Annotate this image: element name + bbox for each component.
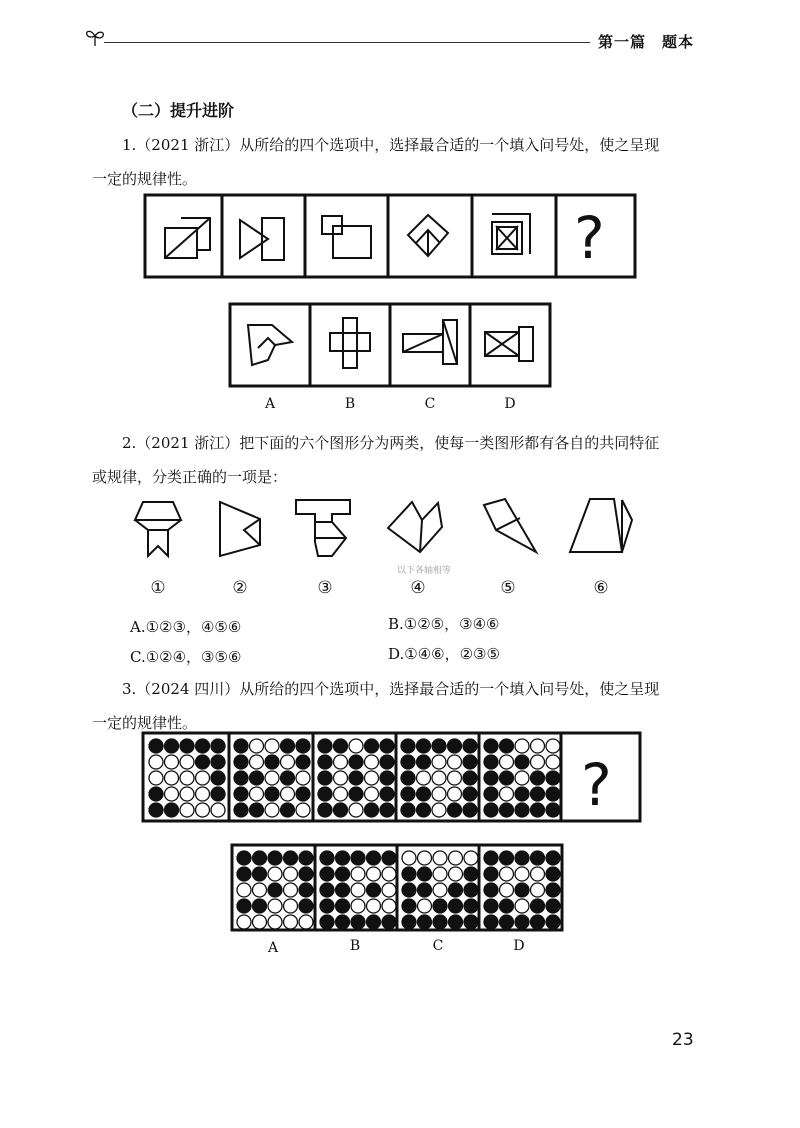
- q3-dot: [515, 739, 529, 753]
- q3-dot: [284, 883, 298, 897]
- q3-dot: [463, 787, 477, 801]
- q3-dot: [401, 739, 415, 753]
- q3-dot: [432, 739, 446, 753]
- q3-option-d-label: D: [513, 938, 525, 954]
- q3-dot: [365, 771, 379, 785]
- q3-dot: [531, 883, 545, 897]
- q3-dot: [234, 739, 248, 753]
- q3-dot: [320, 851, 334, 865]
- q3-dot: [546, 899, 560, 913]
- q3-dot: [515, 899, 529, 913]
- q3-dot: [253, 883, 267, 897]
- q3-dot: [418, 867, 432, 881]
- q3-dot: [237, 867, 251, 881]
- q3-dot: [180, 787, 194, 801]
- q3-dot: [449, 883, 463, 897]
- q3-dot: [433, 867, 447, 881]
- q3-dot: [299, 867, 313, 881]
- q3-dot: [365, 787, 379, 801]
- q3-dot: [531, 771, 545, 785]
- q3-dot: [432, 803, 446, 817]
- q3-dot: [500, 787, 514, 801]
- q3-dot: [401, 771, 415, 785]
- q3-dot: [500, 803, 514, 817]
- q3-dot: [546, 915, 560, 929]
- q3-dot: [402, 867, 416, 881]
- q3-dot: [367, 867, 381, 881]
- q3-option-a-label: A: [267, 940, 279, 956]
- q3-dot: [253, 899, 267, 913]
- q3-dot: [351, 851, 365, 865]
- q3-dot: [296, 755, 310, 769]
- q3-dot: [463, 739, 477, 753]
- q3-dot: [484, 755, 498, 769]
- q3-dot: [401, 803, 415, 817]
- page-number: 23: [672, 1030, 694, 1050]
- q3-dot: [531, 755, 545, 769]
- q3-dot: [265, 771, 279, 785]
- q3-dot: [365, 755, 379, 769]
- q3-dot: [351, 899, 365, 913]
- q3-dot: [500, 867, 514, 881]
- q3-dot: [417, 739, 431, 753]
- q3-dot: [265, 739, 279, 753]
- q3-dot: [500, 771, 514, 785]
- q3-dot: [334, 739, 348, 753]
- q3-dot: [448, 771, 462, 785]
- q3-dot: [211, 771, 225, 785]
- q3-dot: [268, 867, 282, 881]
- q3-dot: [349, 755, 363, 769]
- q3-dot: [265, 755, 279, 769]
- q3-dot: [318, 755, 332, 769]
- q3-dot: [234, 787, 248, 801]
- q3-dot: [299, 915, 313, 929]
- q3-dot: [253, 867, 267, 881]
- q3-dot: [546, 787, 560, 801]
- q3-dot: [365, 803, 379, 817]
- q3-dot: [367, 851, 381, 865]
- q3-dot: [402, 851, 416, 865]
- q3-dot: [484, 883, 498, 897]
- q3-dot: [349, 803, 363, 817]
- q3-dot: [546, 803, 560, 817]
- q2-label-5: ⑤: [500, 578, 516, 598]
- q3-option-c-label: C: [432, 938, 444, 954]
- q3-dot: [380, 739, 394, 753]
- q3-dot: [515, 867, 529, 881]
- q3-dot: [284, 915, 298, 929]
- q2-choice-b: B.①②⑤，③④⑥: [388, 615, 500, 633]
- q3-dot: [149, 755, 163, 769]
- question-3-line-1: 3.（2024 四川）从所给的四个选项中，选择最合适的一个填入问号处，使之呈现: [122, 680, 660, 698]
- q3-dot: [250, 803, 264, 817]
- q3-dot: [449, 851, 463, 865]
- q3-dot: [418, 883, 432, 897]
- q3-dot: [196, 755, 210, 769]
- q3-dot: [418, 851, 432, 865]
- q3-dot: [265, 787, 279, 801]
- q3-dot: [284, 867, 298, 881]
- q3-dot: [484, 771, 498, 785]
- q3-dot: [296, 787, 310, 801]
- q3-dot: [320, 899, 334, 913]
- q3-dot: [250, 787, 264, 801]
- q3-dot: [318, 739, 332, 753]
- q3-dot: [180, 755, 194, 769]
- q3-dot: [365, 739, 379, 753]
- q3-dot: [281, 739, 295, 753]
- q3-dot: [500, 851, 514, 865]
- q3-dot: [336, 883, 350, 897]
- q3-dot: [351, 915, 365, 929]
- q1-option-c-label: C: [424, 396, 436, 412]
- q3-dot: [546, 739, 560, 753]
- q3-dot: [417, 755, 431, 769]
- q3-dot: [281, 755, 295, 769]
- q3-dot: [281, 771, 295, 785]
- q3-option-b-label: B: [349, 938, 361, 954]
- q3-dot: [484, 787, 498, 801]
- q3-dot: [237, 883, 251, 897]
- question-1-line-1: 1.（2021 浙江）从所给的四个选项中，选择最合适的一个填入问号处，使之呈现: [122, 136, 660, 154]
- q3-dot: [432, 755, 446, 769]
- q3-dot: [367, 915, 381, 929]
- q2-label-1: ①: [150, 578, 166, 598]
- q3-dot: [149, 739, 163, 753]
- q3-dot: [336, 915, 350, 929]
- q3-dot: [336, 899, 350, 913]
- q3-dot: [417, 771, 431, 785]
- q3-dot: [234, 803, 248, 817]
- q3-dot: [433, 899, 447, 913]
- q3-dot: [546, 771, 560, 785]
- q3-dot: [484, 851, 498, 865]
- q3-dot: [253, 851, 267, 865]
- header-title: 第一篇 题本: [598, 33, 695, 51]
- q3-dot: [380, 803, 394, 817]
- q3-dot: [500, 739, 514, 753]
- q3-dot: [515, 755, 529, 769]
- q3-dot: [351, 867, 365, 881]
- q3-dot: [531, 899, 545, 913]
- q3-dot: [417, 803, 431, 817]
- q3-dot: [211, 755, 225, 769]
- q3-dot: [237, 899, 251, 913]
- q3-dot: [237, 851, 251, 865]
- q3-dot: [180, 803, 194, 817]
- q3-dot: [464, 915, 478, 929]
- question-2-line-1: 2.（2021 浙江）把下面的六个图形分为两类，使每一类图形都有各自的共同特征: [122, 434, 660, 452]
- section-title: （二）提升进阶: [122, 101, 235, 120]
- q3-dot: [433, 851, 447, 865]
- q1-option-a-label: A: [264, 396, 276, 412]
- q3-dot: [464, 899, 478, 913]
- q3-dot: [367, 883, 381, 897]
- q3-dot: [211, 803, 225, 817]
- q3-dot: [433, 883, 447, 897]
- q3-dot: [351, 883, 365, 897]
- q3-dot: [334, 771, 348, 785]
- q3-dot: [299, 883, 313, 897]
- q3-dot: [299, 851, 313, 865]
- q3-dot: [500, 755, 514, 769]
- handwritten-note: 以下各轴相等: [397, 566, 452, 576]
- q3-dot: [463, 803, 477, 817]
- q3-dot: [296, 739, 310, 753]
- q3-dot: [515, 883, 529, 897]
- q3-dot: [211, 739, 225, 753]
- q3-dot: [382, 899, 396, 913]
- q3-dot: [448, 787, 462, 801]
- q3-dot: [196, 787, 210, 801]
- q3-dot: [546, 867, 560, 881]
- q3-dot: [265, 803, 279, 817]
- q3-question-mark: ?: [581, 751, 612, 819]
- q3-dot: [380, 755, 394, 769]
- q3-dot: [531, 739, 545, 753]
- q3-dot: [500, 883, 514, 897]
- q3-dot: [250, 739, 264, 753]
- q3-dot: [402, 883, 416, 897]
- q3-dot: [281, 803, 295, 817]
- q3-dot: [448, 803, 462, 817]
- q3-dot: [334, 803, 348, 817]
- q3-dot: [165, 787, 179, 801]
- q3-dot: [463, 771, 477, 785]
- q3-dot: [334, 787, 348, 801]
- q1-option-d-label: D: [504, 396, 516, 412]
- q3-dot: [296, 803, 310, 817]
- q3-dot: [433, 915, 447, 929]
- q3-dot: [165, 803, 179, 817]
- q3-dot: [318, 803, 332, 817]
- q3-dot: [180, 739, 194, 753]
- q2-label-6: ⑥: [593, 578, 609, 598]
- q3-dot: [268, 915, 282, 929]
- q3-dot: [531, 803, 545, 817]
- q3-dot: [531, 787, 545, 801]
- q3-dot: [196, 803, 210, 817]
- q3-dot: [320, 867, 334, 881]
- q3-dot: [515, 915, 529, 929]
- q3-dot: [250, 771, 264, 785]
- q3-dot: [320, 915, 334, 929]
- q3-dot: [449, 899, 463, 913]
- q3-dot: [448, 755, 462, 769]
- q3-dot: [382, 867, 396, 881]
- q3-dot: [268, 851, 282, 865]
- q3-dot: [336, 867, 350, 881]
- q3-dot: [463, 755, 477, 769]
- question-1-line-2: 一定的规律性。: [92, 170, 198, 188]
- q3-dot: [531, 915, 545, 929]
- q3-dot: [515, 787, 529, 801]
- q3-dot: [165, 771, 179, 785]
- q3-dot: [180, 771, 194, 785]
- q3-dot: [382, 851, 396, 865]
- q3-dot: [484, 867, 498, 881]
- q3-dot: [402, 915, 416, 929]
- q3-dot: [448, 739, 462, 753]
- q3-dot: [296, 771, 310, 785]
- q3-dot: [196, 771, 210, 785]
- q3-dot: [268, 899, 282, 913]
- q3-dot: [281, 787, 295, 801]
- question-2-line-2: 或规律，分类正确的一项是：: [92, 468, 288, 486]
- q3-dot: [299, 899, 313, 913]
- q3-dot: [515, 803, 529, 817]
- q3-dot: [318, 771, 332, 785]
- q1-option-b-label: B: [344, 396, 356, 412]
- q3-dot: [484, 915, 498, 929]
- q3-dot: [432, 787, 446, 801]
- q3-dot: [401, 787, 415, 801]
- q3-dot: [380, 771, 394, 785]
- q3-dot: [500, 899, 514, 913]
- q2-choice-c: C.①②④，③⑤⑥: [130, 648, 242, 666]
- q3-dot: [382, 883, 396, 897]
- q3-dot: [196, 739, 210, 753]
- q2-label-2: ②: [232, 578, 248, 598]
- q3-dot: [418, 899, 432, 913]
- q3-dot: [449, 915, 463, 929]
- q3-dot: [500, 915, 514, 929]
- q3-dot: [418, 915, 432, 929]
- q2-choice-a: A.①②③，④⑤⑥: [130, 618, 242, 636]
- q3-dot: [268, 883, 282, 897]
- question-3-line-2: 一定的规律性。: [92, 714, 198, 732]
- q2-choice-d: D.①④⑥，②③⑤: [388, 645, 500, 663]
- q3-dot: [284, 899, 298, 913]
- q3-dot: [149, 771, 163, 785]
- q3-dot: [250, 755, 264, 769]
- q3-dot: [149, 787, 163, 801]
- q1-question-mark: ?: [574, 204, 605, 272]
- q2-label-4: ④: [410, 578, 426, 598]
- q3-dot: [484, 899, 498, 913]
- q3-dot: [546, 755, 560, 769]
- q3-dot: [464, 867, 478, 881]
- q3-dot: [515, 851, 529, 865]
- q3-dot: [417, 787, 431, 801]
- q3-dot: [484, 739, 498, 753]
- q3-dot: [484, 803, 498, 817]
- q3-dot: [367, 899, 381, 913]
- q3-dot: [253, 915, 267, 929]
- q3-dot: [165, 755, 179, 769]
- q3-dot: [211, 787, 225, 801]
- q3-dot: [349, 739, 363, 753]
- q3-dot: [382, 915, 396, 929]
- q3-dot: [237, 915, 251, 929]
- q3-dot: [234, 755, 248, 769]
- q3-dot: [349, 771, 363, 785]
- q3-dot: [336, 851, 350, 865]
- q3-dot: [531, 851, 545, 865]
- q3-dot: [546, 883, 560, 897]
- q3-dot: [464, 851, 478, 865]
- q3-dot: [464, 883, 478, 897]
- q3-dot: [432, 771, 446, 785]
- q3-dot: [284, 851, 298, 865]
- q3-dot: [380, 787, 394, 801]
- q3-dot: [234, 771, 248, 785]
- q3-dot: [349, 787, 363, 801]
- q2-label-3: ③: [317, 578, 333, 598]
- q3-dot: [531, 867, 545, 881]
- q3-dot: [318, 787, 332, 801]
- q3-dot: [334, 755, 348, 769]
- q3-dot: [320, 883, 334, 897]
- q3-dot: [449, 867, 463, 881]
- q3-dot: [165, 739, 179, 753]
- q3-dot: [401, 755, 415, 769]
- q3-dot: [149, 803, 163, 817]
- q3-dot: [546, 851, 560, 865]
- q3-dot: [515, 771, 529, 785]
- q3-dot: [402, 899, 416, 913]
